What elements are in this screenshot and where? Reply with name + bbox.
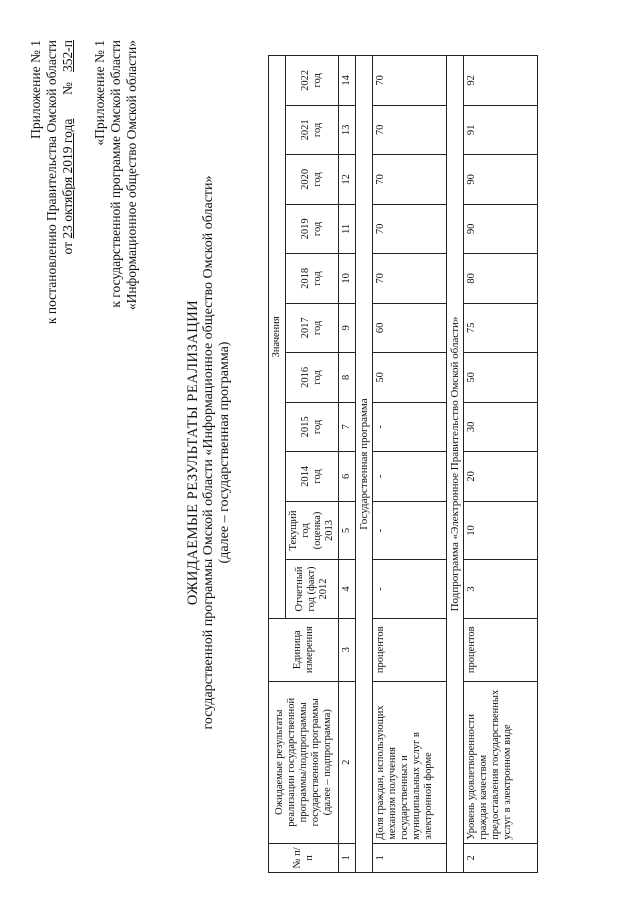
col-num-header: № п/п bbox=[269, 843, 339, 872]
col-results-header: Ожидаемые результаты реализации государственной программы/подпрограммы государственной программы (далее – подпрограмма) bbox=[269, 681, 339, 843]
col-values-header: Значения bbox=[269, 56, 286, 619]
decree-number: 352-п bbox=[60, 40, 75, 72]
decree-line: к постановлению Правительства Омской области bbox=[44, 40, 59, 325]
program-line: к государственной программе Омской области bbox=[108, 40, 123, 308]
results-table bbox=[268, 55, 538, 873]
program-appendix-line: «Приложение № 1 bbox=[92, 40, 107, 146]
year-header: 2022 год bbox=[286, 56, 339, 106]
year-header: 2020 год bbox=[286, 155, 339, 205]
decree-date: 23 октября 2019 года bbox=[60, 118, 75, 239]
year-header: 2017 год bbox=[286, 303, 339, 353]
section-subprogram: Подпрограмма «Электронное Правительство Омской области» bbox=[447, 56, 464, 873]
index-row: 1 2 3 4 5 6 7 8 9 10 11 12 13 14 bbox=[339, 56, 356, 873]
year-header: 2015 год bbox=[286, 402, 339, 452]
section-row bbox=[356, 56, 373, 873]
col-unit-header: Единица измерения bbox=[269, 618, 339, 681]
appendix-line: Приложение № 1 bbox=[28, 40, 43, 139]
year-header: 2019 год bbox=[286, 204, 339, 254]
date-number-line: от 23 октября 2019 года № 352-п bbox=[60, 40, 75, 255]
header-row-1 bbox=[269, 56, 286, 873]
year-header: Отчетный год (факт) 2012 bbox=[286, 560, 339, 619]
program-name-line: «Информационное общество Омской области» bbox=[124, 40, 139, 311]
approval-header bbox=[28, 40, 140, 470]
year-header: Текущий год (оценка) 2013 bbox=[286, 501, 339, 560]
section-row bbox=[447, 56, 464, 873]
table-row: 2 Уровень удовлетворенности граждан качеством предоставления государственных услуг в электронном виде процентов 3 10 20 30 50 75 80 90 90 91 92 bbox=[464, 56, 538, 873]
table-row: 1 Доля граждан, использующих механизм получения государственных и муниципальных услуг в электронной форме процентов - - - - 50 60 70 70 70 70 70 bbox=[373, 56, 447, 873]
year-header: 2016 год bbox=[286, 353, 339, 403]
title-main: ОЖИДАЕМЫЕ РЕЗУЛЬТАТЫ РЕАЛИЗАЦИИ bbox=[185, 299, 201, 606]
title-sub2: (далее – государственная программа) bbox=[217, 341, 232, 564]
year-header: 2018 год bbox=[286, 254, 339, 304]
year-header: 2014 год bbox=[286, 452, 339, 502]
title-sub1: государственной программы Омской области «Информационное общество Омской области» bbox=[201, 175, 216, 730]
document-title bbox=[185, 0, 233, 905]
year-header: 2021 год bbox=[286, 105, 339, 155]
section-state-program: Государственная программа bbox=[356, 56, 373, 873]
